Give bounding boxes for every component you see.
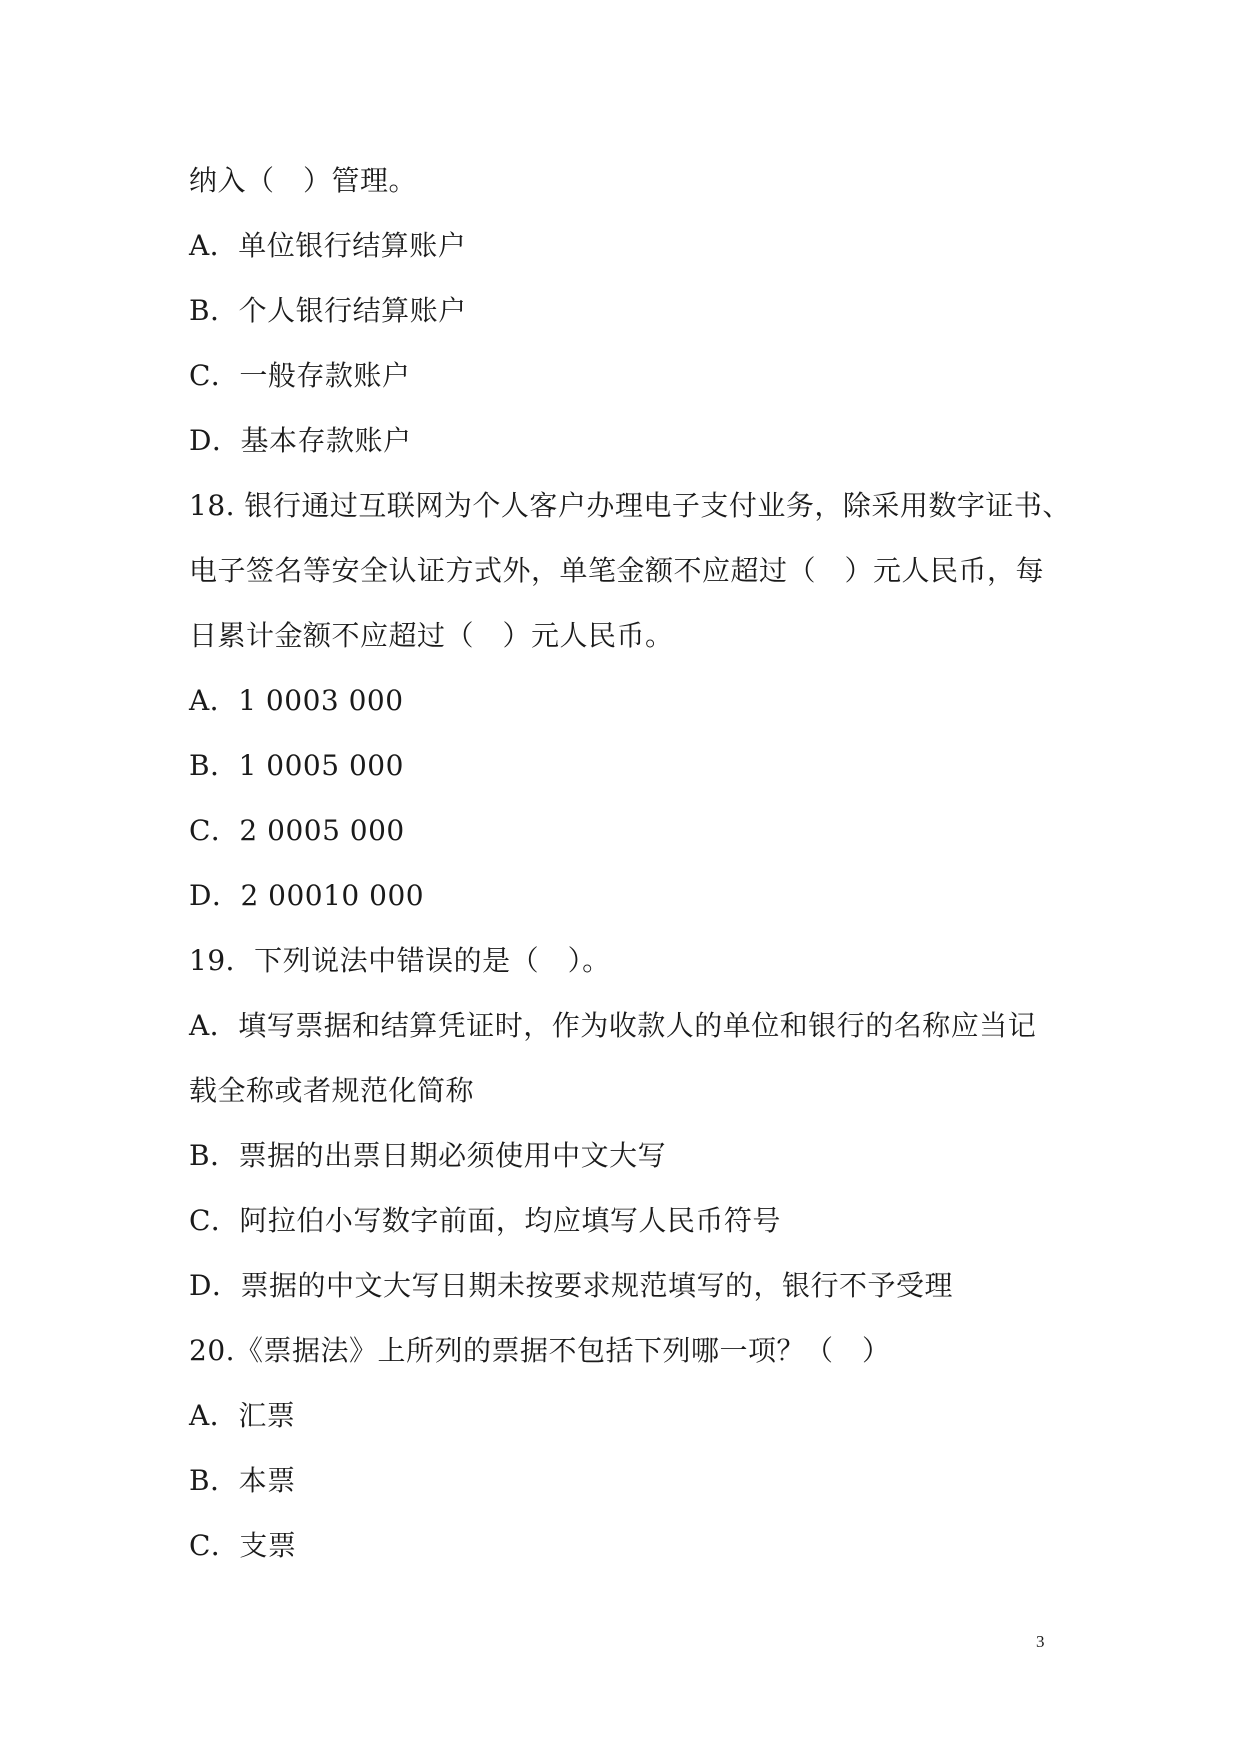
option-c-q18: C．2 0005 000 bbox=[189, 814, 405, 847]
option-d-q19: D．票据的中文大写日期未按要求规范填写的，银行不予受理 bbox=[189, 1269, 953, 1302]
option-b-q17: B．个人银行结算账户 bbox=[189, 294, 467, 327]
question-18-line-3: 日累计金额不应超过（ ）元人民币。 bbox=[189, 619, 674, 652]
option-c-q17: C．一般存款账户 bbox=[189, 359, 411, 392]
option-a-q17: A．单位银行结算账户 bbox=[189, 229, 467, 262]
question-18-line-1: 18. 银行通过互联网为个人客户办理电子支付业务，除采用数字证书、 bbox=[189, 489, 1071, 522]
option-a-q19-line-1: A．填写票据和结算凭证时，作为收款人的单位和银行的名称应当记 bbox=[189, 1009, 1037, 1042]
option-d-q17: D．基本存款账户 bbox=[189, 424, 412, 457]
question-19: 19．下列说法中错误的是（ ）。 bbox=[189, 944, 611, 977]
option-b-q20: B．本票 bbox=[189, 1464, 296, 1497]
text-line-continuation: 纳入（ ）管理。 bbox=[189, 164, 418, 197]
page-number: 3 bbox=[1036, 1632, 1045, 1651]
option-b-q18: B．1 0005 000 bbox=[189, 749, 404, 782]
option-d-q18: D．2 00010 000 bbox=[189, 879, 425, 912]
option-c-q19: C．阿拉伯小写数字前面，均应填写人民币符号 bbox=[189, 1204, 781, 1237]
option-b-q19: B．票据的出票日期必须使用中文大写 bbox=[189, 1139, 667, 1172]
option-c-q20: C．支票 bbox=[189, 1529, 297, 1562]
question-20: 20.《票据法》上所列的票据不包括下列哪一项？（ ） bbox=[189, 1334, 891, 1367]
option-a-q19-line-2: 载全称或者规范化简称 bbox=[189, 1074, 475, 1107]
option-a-q20: A．汇票 bbox=[189, 1399, 296, 1432]
option-a-q18: A．1 0003 000 bbox=[189, 684, 404, 717]
question-18-line-2: 电子签名等安全认证方式外，单笔金额不应超过（ ）元人民币，每 bbox=[189, 554, 1045, 587]
